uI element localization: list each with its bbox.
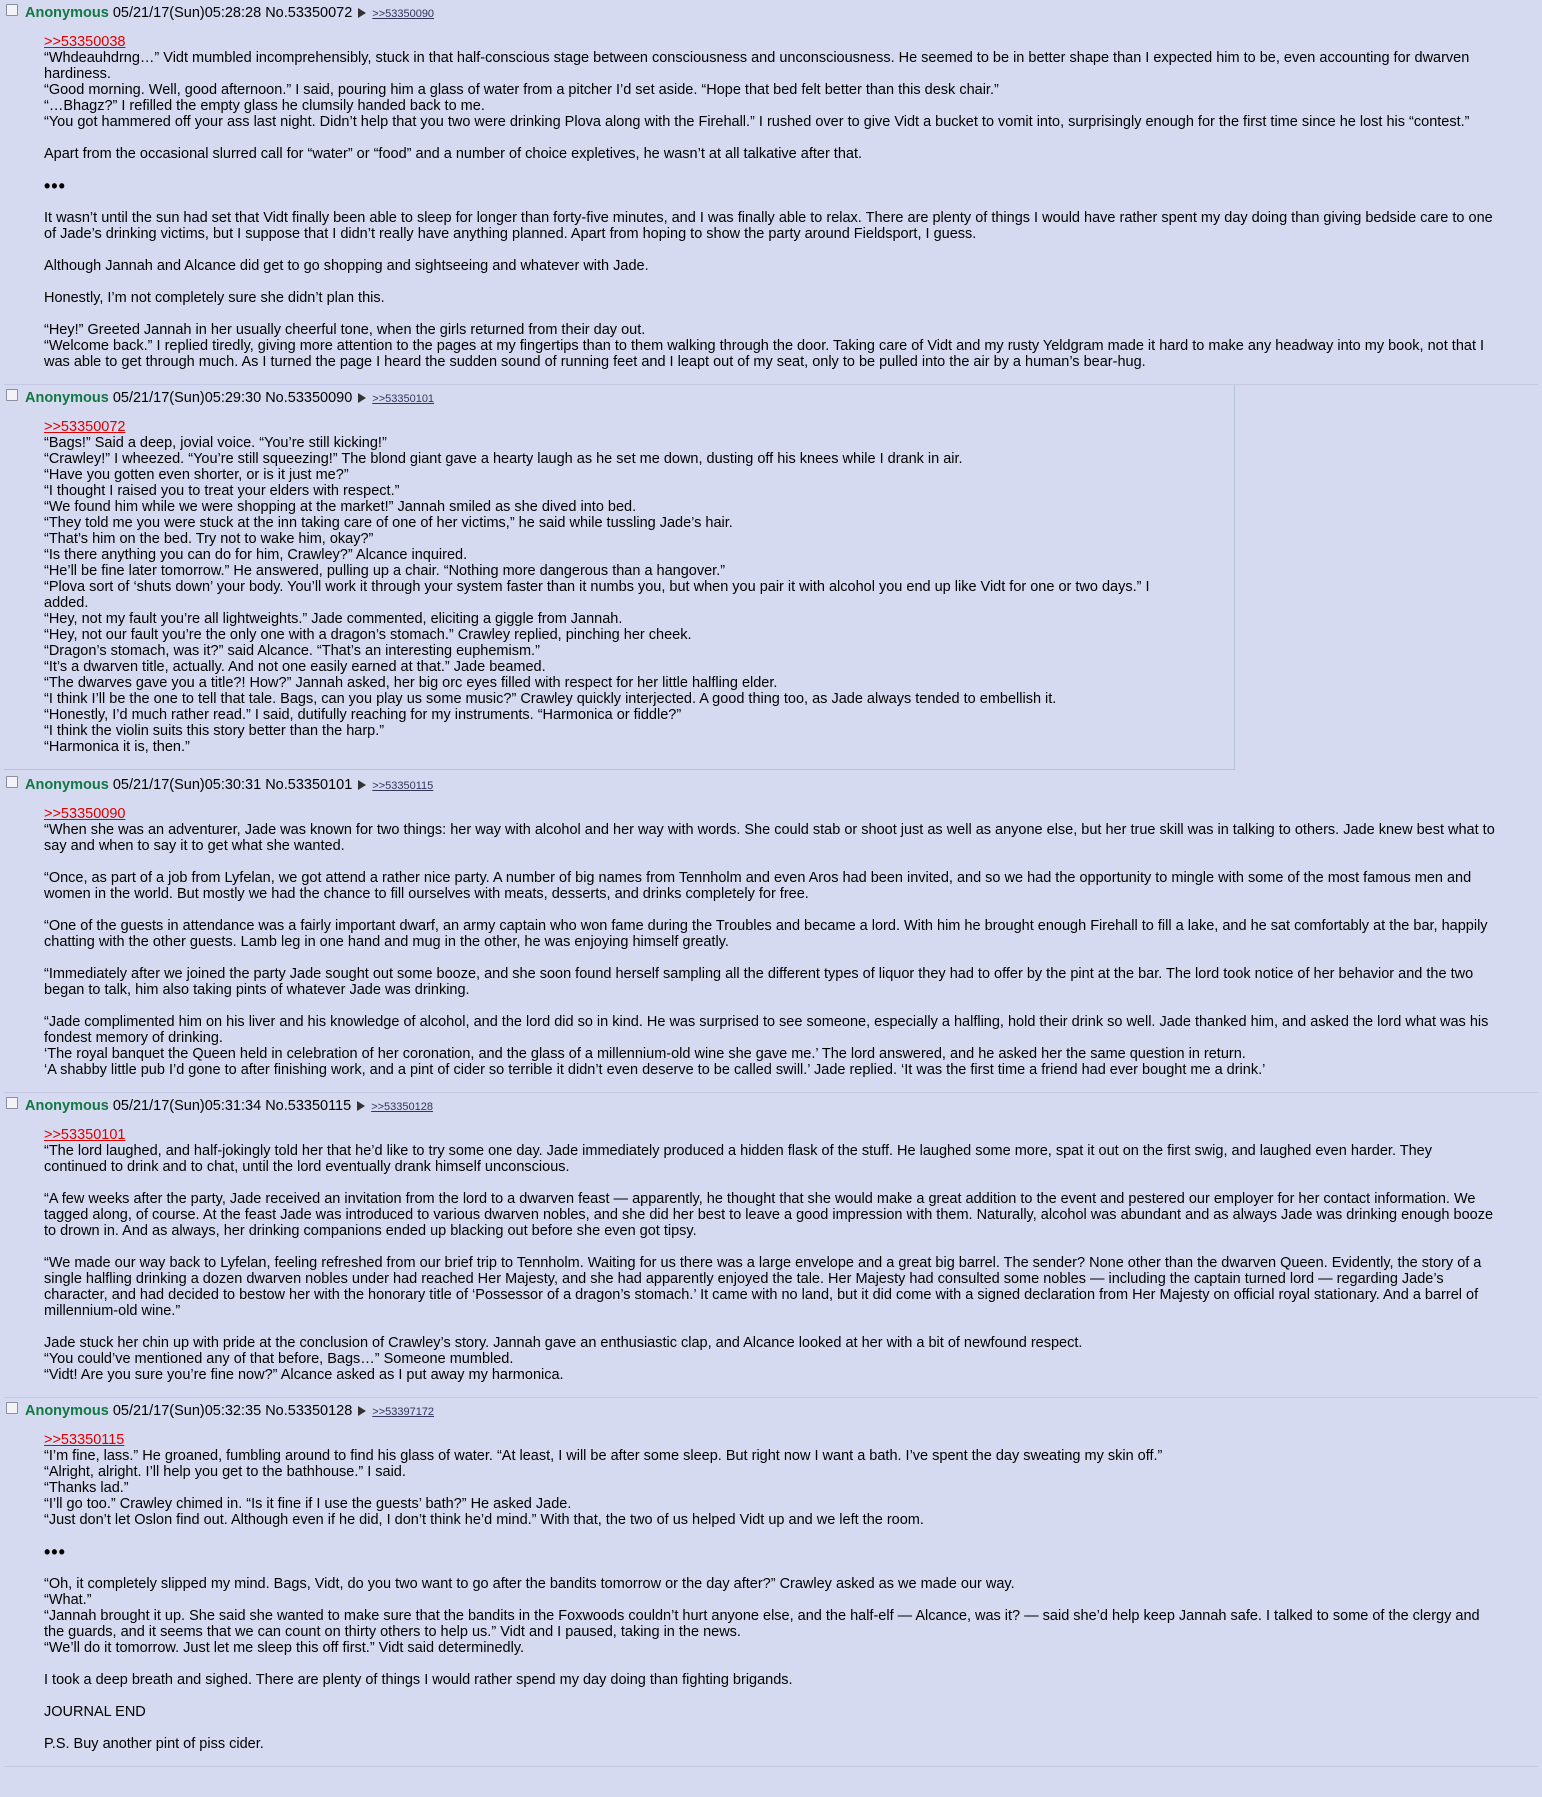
message-line: “We’ll do it tomorrow. Just let me sleep this off first.” Vidt said determinedly. — [44, 1640, 525, 1656]
message-line: “Immediately after we joined the party Jade sought out some booze, and she soon found herself sampling all the different types of liquor they had to offer by the pint at the bar. The lord took notice of her behavior and the two began to talk, him also taking pints of whatever Jade was drinking. — [44, 966, 1474, 998]
message-line: Honestly, I’m not completely sure she didn’t plan this. — [44, 290, 385, 306]
poster-name: Anonymous — [25, 777, 109, 793]
message-line: ‘A shabby little pub I’d gone to after finishing work, and a pint of cider so terrible it didn’t even deserve to be called swill.’ Jade replied. ‘It was the first time a friend had ever bought me a drink.’ — [44, 1062, 1266, 1078]
post-info — [4, 1400, 1538, 1422]
message-line: “A few weeks after the party, Jade received an invitation from the lord to a dwarven feast — apparently, he thought that she would make a great addition to the event and pestered our employer for her contact information. We tagged along, of course. At the feast Jade was introduced to various dwarven nobles, and she did her best to leave a good impression with them. Naturally, alcohol was abundant and as always Jade was drinking enough booze to drown in. And as always, her drinking companions ended up blacking out before she even got tipsy. — [44, 1191, 1494, 1239]
message-line: “They told me you were stuck at the inn taking care of one of her victims,” he said while tussling Jade’s hair. — [44, 515, 733, 531]
message-line: “Hey, not my fault you’re all lightweights.” Jade commented, eliciting a giggle from Jannah. — [44, 611, 623, 627]
message-line: “The dwarves gave you a title?! How?” Jannah asked, her big orc eyes filled with respect for her little halfling elder. — [44, 675, 778, 691]
line-break — [44, 902, 1498, 918]
scene-break: ••• — [44, 1542, 66, 1562]
message-line: “Hey, not our fault you’re the only one with a dragon’s stomach.” Crawley replied, pinching her cheek. — [44, 627, 692, 643]
poster-name: Anonymous — [25, 1098, 109, 1114]
message-line: ‘The royal banquet the Queen held in celebration of her coronation, and the glass of a millennium-old wine she gave me.’ The lord answered, and he asked her the same question in return. — [44, 1046, 1246, 1062]
message-line: “You got hammered off your ass last night. Didn’t help that you two were drinking Plova along with the Firehall.” I rushed over to give Vidt a bucket to vomit into, surprisingly enough for the first time since he lost his “contest.” — [44, 114, 1470, 130]
post-message — [44, 419, 1194, 755]
message-line: “Is there anything you can do for him, Crawley?” Alcance inquired. — [44, 547, 468, 563]
message-line: “Crawley!” I wheezed. “You’re still squeezing!” The blond giant gave a hearty laugh as he set me down, dusting off his knees while I drank in air. — [44, 451, 963, 467]
post — [4, 1093, 1538, 1398]
post-info — [4, 387, 1234, 409]
message-line: “I think I’ll be the one to tell that tale. Bags, can you play us some music?” Crawley quickly interjected. A good thing too, as Jade always tended to embellish it. — [44, 691, 1057, 707]
message-line: “Welcome back.” I replied tiredly, giving more attention to the pages at my fingertips than to them walking through the door. Taking care of Vidt and my rusty Yeldgram made it hard to make any headway into my book, not that I was able to get through much. As I turned the page I heard the sudden sound of running feet and I leapt out of my seat, only to be pulled into the air by a human’s bear-hug. — [44, 338, 1485, 370]
message-line: “Dragon’s stomach, was it?” said Alcance. “That’s an interesting euphemism.” — [44, 643, 540, 659]
post-menu-arrow-icon[interactable] — [357, 1101, 365, 1111]
message-line: “I thought I raised you to treat your elders with respect.” — [44, 483, 400, 499]
line-break — [44, 1688, 1498, 1704]
message-line: JOURNAL END — [44, 1704, 146, 1720]
post — [4, 1398, 1538, 1767]
reply-backlink[interactable]: >>53350090 — [372, 8, 435, 20]
message-line: “When she was an adventurer, Jade was known for two things: her way with alcohol and her way with words. She could stab or shoot just as well as anyone else, but her true skill was in talking to others. Jade knew best what to say and when to say it to get what she wanted. — [44, 822, 1495, 854]
message-line: “Hey!” Greeted Jannah in her usually cheerful tone, when the girls returned from their day out. — [44, 322, 646, 338]
message-line: “The lord laughed, and half-jokingly told her that he’d like to try some one day. Jade immediately produced a hidden flask of the stuff. He laughed some more, spat it out on the first swig, and laughed even harder. They continued to drink and to chat, until the lord eventually drank himself unconscious. — [44, 1143, 1432, 1175]
post-number-link[interactable]: No.53350090 — [265, 390, 353, 406]
message-line: “He’ll be fine later tomorrow.” He answered, pulling up a chair. “Nothing more dangerous than a hangover.” — [44, 563, 726, 579]
post-datetime: 05/21/17(Sun)05:30:31 — [112, 777, 262, 793]
message-line: “…Bhagz?” I refilled the empty glass he clumsily handed back to me. — [44, 98, 485, 114]
post-number-link[interactable]: No.53350072 — [265, 5, 353, 21]
message-line: “Bags!” Said a deep, jovial voice. “You’re still kicking!” — [44, 435, 387, 451]
message-line: “Good morning. Well, good afternoon.” I said, pouring him a glass of water from a pitcher I’d set aside. “Hope that bed felt better than this desk chair.” — [44, 82, 999, 98]
message-line: “We made our way back to Lyfelan, feeling refreshed from our brief trip to Tennholm. Waiting for us there was a large envelope and a great big barrel. The sender? None other than the dwarven Queen. Evidently, the story of a single halfling drinking a dozen dwarven nobles under had reached Her Majesty, and she had apparently enjoyed the tale. Her Majesty had consulted some nobles — including the captain turned lord — regarding Jade’s character, and had decided to bestow her with the honorary title of ‘Possessor of a dragon’s stomach.’ It came with no land, but it did come with a signed declaration from Her Majesty on official royal stationary. And a barrel of millennium-old wine.” — [44, 1255, 1482, 1319]
message-line: “It’s a dwarven title, actually. And not one easily earned at that.” Jade beamed. — [44, 659, 546, 675]
post-datetime: 05/21/17(Sun)05:32:35 — [112, 1403, 262, 1419]
message-line: Although Jannah and Alcance did get to go shopping and sightseeing and whatever with Jade. — [44, 258, 649, 274]
reply-backlink[interactable]: >>53350101 — [372, 393, 435, 405]
post-number-link[interactable]: No.53350115 — [265, 1098, 352, 1114]
line-break — [44, 950, 1498, 966]
message-line: “Jannah brought it up. She said she wanted to make sure that the bandits in the Foxwoods couldn’t hurt anyone else, and the half-elf — Alcance, was it? — said she’d help keep Jannah safe. I talked to some of the clergy and the guards, and it seems that we can count on thirty others to help us.” Vidt and I paused, taking in the news. — [44, 1608, 1480, 1640]
line-break — [44, 1656, 1498, 1672]
post-number-link[interactable]: No.53350101 — [265, 777, 353, 793]
message-line: “Thanks lad.” — [44, 1480, 129, 1496]
line-break — [44, 1175, 1498, 1191]
message-line: “Harmonica it is, then.” — [44, 739, 190, 755]
message-line: “I think the violin suits this story better than the harp.” — [44, 723, 385, 739]
line-break — [44, 162, 1498, 178]
message-line: “I’m fine, lass.” He groaned, fumbling around to find his glass of water. “At least, I will be after some sleep. But right now I want a bath. I’ve spent the day sweating my skin off.” — [44, 1448, 1163, 1464]
quote-link[interactable]: >>53350072 — [44, 419, 126, 435]
post — [4, 772, 1538, 1093]
poster-name: Anonymous — [25, 5, 109, 21]
message-line: “Jade complimented him on his liver and his knowledge of alcohol, and the lord did so in kind. He was surprised to see someone, especially a halfling, hold their drink so well. Jade thanked him, and asked the lord what was his fondest memory of drinking. — [44, 1014, 1489, 1046]
post-menu-arrow-icon[interactable] — [358, 1406, 366, 1416]
line-break — [44, 1319, 1498, 1335]
quote-link[interactable]: >>53350101 — [44, 1127, 126, 1143]
message-line: “Plova sort of ‘shuts down’ your body. You’ll work it through your system faster than it numbs you, but when you pair it with alcohol you end up like Vidt for one or two days.” I added. — [44, 579, 1150, 611]
message-line: Jade stuck her chin up with pride at the conclusion of Crawley’s story. Jannah gave an enthusiastic clap, and Alcance looked at her with a bit of newfound respect. — [44, 1335, 1083, 1351]
post-select-checkbox[interactable] — [6, 4, 18, 16]
message-line: “Whdeauhdrng…” Vidt mumbled incomprehensibly, stuck in that half-conscious stage between consciousness and unconsciousness. He seemed to be in better shape than I expected him to be, even accounting for dwarven hardiness. — [44, 50, 1470, 82]
post-message — [44, 34, 1498, 370]
post-message — [44, 806, 1498, 1078]
post-info — [4, 1095, 1538, 1117]
reply-backlink[interactable]: >>53350128 — [371, 1101, 433, 1113]
line-break — [44, 306, 1498, 322]
post-info — [4, 2, 1538, 24]
message-line: “One of the guests in attendance was a fairly important dwarf, an army captain who won fame during the Troubles and became a lord. With him he brought enough Firehall to fill a lake, and he sat comfortably at the bar, happily chatting with the other guests. Lamb leg in one hand and mug in the other, he was enjoying himself greatly. — [44, 918, 1488, 950]
message-line: “Once, as part of a job from Lyfelan, we got attend a rather nice party. A number of big names from Tennholm and even Aros had been invited, and so we had the opportunity to mingle with some of the most famous men and women in the world. But mostly we had the chance to fill ourselves with meats, desserts, and drinks completely for free. — [44, 870, 1472, 902]
message-line: “You could’ve mentioned any of that before, Bags…” Someone mumbled. — [44, 1351, 514, 1367]
line-break — [44, 194, 1498, 210]
line-break — [44, 1528, 1498, 1544]
line-break — [44, 274, 1498, 290]
message-line: I took a deep breath and sighed. There are plenty of things I would rather spend my day doing than fighting brigands. — [44, 1672, 793, 1688]
quote-link[interactable]: >>53350038 — [44, 34, 126, 50]
poster-name: Anonymous — [25, 1403, 109, 1419]
post-menu-arrow-icon[interactable] — [358, 393, 366, 403]
post-number-link[interactable]: No.53350128 — [265, 1403, 353, 1419]
post — [4, 385, 1235, 770]
quote-link[interactable]: >>53350115 — [44, 1432, 125, 1448]
line-break — [44, 854, 1498, 870]
post-datetime: 05/21/17(Sun)05:28:28 — [112, 5, 262, 21]
post-select-checkbox[interactable] — [6, 389, 18, 401]
message-line: “Alright, alright. I’ll help you get to the bathhouse.” I said. — [44, 1464, 406, 1480]
post-menu-arrow-icon[interactable] — [358, 8, 366, 18]
message-line: “What.” — [44, 1592, 92, 1608]
message-line: “That’s him on the bed. Try not to wake him, okay?” — [44, 531, 374, 547]
reply-backlink[interactable]: >>53350115 — [372, 780, 434, 792]
post-select-checkbox[interactable] — [6, 776, 18, 788]
poster-name: Anonymous — [25, 390, 109, 406]
line-break — [44, 1720, 1498, 1736]
message-line: “Just don’t let Oslon find out. Although even if he did, I don’t think he’d mind.” With that, the two of us helped Vidt up and we left the room. — [44, 1512, 924, 1528]
message-line: “I’ll go too.” Crawley chimed in. “Is it fine if I use the guests’ bath?” He asked Jade. — [44, 1496, 572, 1512]
message-line: “Honestly, I’d much rather read.” I said, dutifully reaching for my instruments. “Harmonica or fiddle?” — [44, 707, 682, 723]
line-break — [44, 242, 1498, 258]
message-line: “Have you gotten even shorter, or is it just me?” — [44, 467, 349, 483]
post-select-checkbox[interactable] — [6, 1097, 18, 1109]
post-info — [4, 774, 1538, 796]
post — [4, 0, 1538, 385]
message-line: “We found him while we were shopping at the market!” Jannah smiled as she dived into bed. — [44, 499, 637, 515]
post-datetime: 05/21/17(Sun)05:29:30 — [112, 390, 262, 406]
message-line: “Oh, it completely slipped my mind. Bags, Vidt, do you two want to go after the bandits tomorrow or the day after?” Crawley asked as we made our way. — [44, 1576, 1015, 1592]
message-line: Apart from the occasional slurred call for “water” or “food” and a number of choice expletives, he wasn’t at all talkative after that. — [44, 146, 863, 162]
post-message — [44, 1127, 1498, 1383]
message-line: P.S. Buy another pint of piss cider. — [44, 1736, 264, 1752]
post-select-checkbox[interactable] — [6, 1402, 18, 1414]
line-break — [44, 1560, 1498, 1576]
reply-backlink[interactable]: >>53397172 — [372, 1406, 435, 1418]
message-line: “Vidt! Are you sure you’re fine now?” Alcance asked as I put away my harmonica. — [44, 1367, 564, 1383]
line-break — [44, 130, 1498, 146]
message-line: It wasn’t until the sun had set that Vidt finally been able to sleep for longer than forty-five minutes, and I was finally able to relax. There are plenty of things I would have rather spent my day doing than giving bedside care to one of Jade’s drinking victims, but I suppose that I didn’t really have anything planned. Apart from hoping to show the party around Fieldsport, I guess. — [44, 210, 1493, 242]
post-menu-arrow-icon[interactable] — [358, 780, 366, 790]
scene-break: ••• — [44, 176, 66, 196]
post-datetime: 05/21/17(Sun)05:31:34 — [112, 1098, 262, 1114]
post-message — [44, 1432, 1498, 1752]
line-break — [44, 1239, 1498, 1255]
line-break — [44, 998, 1498, 1014]
quote-link[interactable]: >>53350090 — [44, 806, 126, 822]
